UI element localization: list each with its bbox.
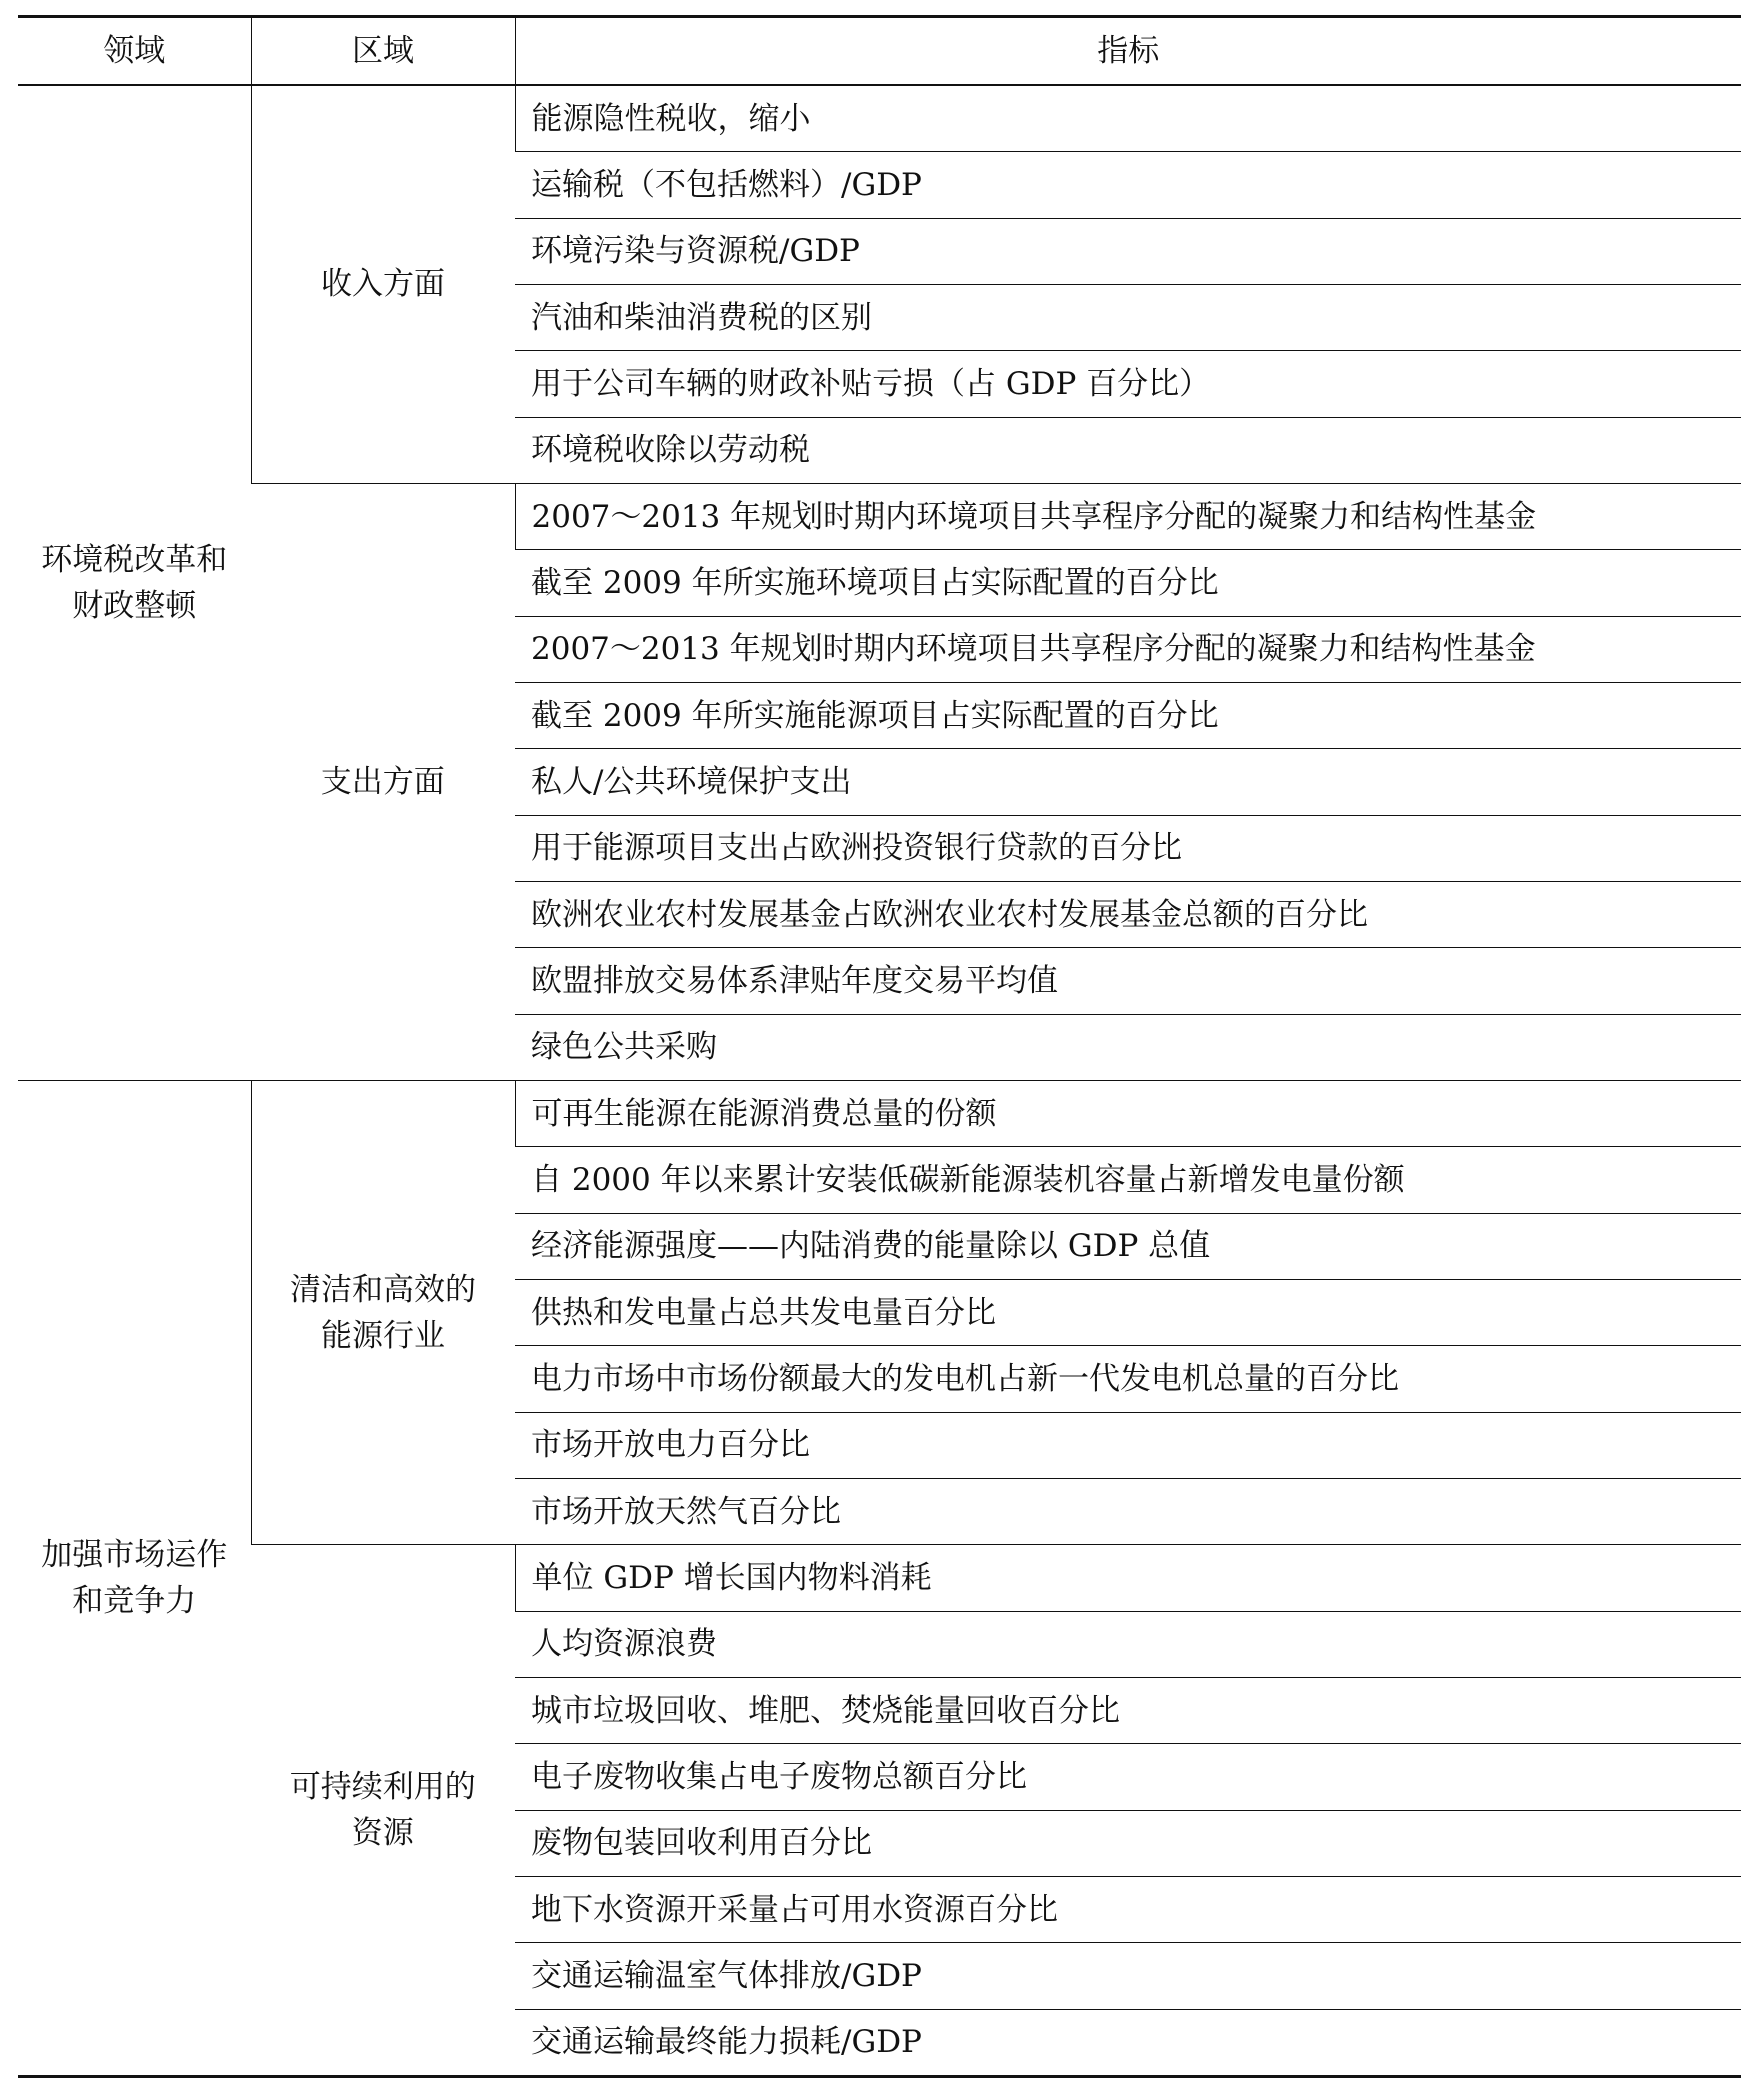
area-cell: 收入方面 — [251, 85, 515, 483]
indicator-cell: 用于能源项目支出占欧洲投资银行贷款的百分比 — [515, 815, 1741, 881]
header-domain: 领域 — [18, 17, 251, 86]
indicator-cell: 截至 2009 年所实施能源项目占实际配置的百分比 — [515, 682, 1741, 748]
indicator-cell: 经济能源强度——内陆消费的能量除以 GDP 总值 — [515, 1213, 1741, 1279]
indicator-cell: 私人/公共环境保护支出 — [515, 749, 1741, 815]
indicator-cell: 电力市场中市场份额最大的发电机占新一代发电机总量的百分比 — [515, 1346, 1741, 1412]
indicator-cell: 截至 2009 年所实施环境项目占实际配置的百分比 — [515, 550, 1741, 616]
area-cell: 清洁和高效的能源行业 — [251, 1080, 515, 1544]
indicator-cell: 电子废物收集占电子废物总额百分比 — [515, 1744, 1741, 1810]
indicator-cell: 人均资源浪费 — [515, 1611, 1741, 1677]
indicator-cell: 城市垃圾回收、堆肥、焚烧能量回收百分比 — [515, 1677, 1741, 1743]
indicator-cell: 汽油和柴油消费税的区别 — [515, 284, 1741, 350]
header-area: 区域 — [251, 17, 515, 86]
indicator-cell: 市场开放天然气百分比 — [515, 1478, 1741, 1544]
area-cell: 可持续利用的资源 — [251, 1545, 515, 2077]
table-body — [18, 85, 1741, 2077]
indicator-cell: 废物包装回收利用百分比 — [515, 1810, 1741, 1876]
indicator-cell: 单位 GDP 增长国内物料消耗 — [515, 1545, 1741, 1611]
indicator-cell: 欧洲农业农村发展基金占欧洲农业农村发展基金总额的百分比 — [515, 881, 1741, 947]
indicator-cell: 交通运输最终能力损耗/GDP — [515, 2009, 1741, 2076]
indicator-cell: 市场开放电力百分比 — [515, 1412, 1741, 1478]
indicator-cell: 2007～2013 年规划时期内环境项目共享程序分配的凝聚力和结构性基金 — [515, 483, 1741, 549]
indicator-cell: 绿色公共采购 — [515, 1014, 1741, 1080]
header-indicator: 指标 — [515, 17, 1741, 86]
indicator-table — [18, 15, 1741, 2078]
indicator-cell: 2007～2013 年规划时期内环境项目共享程序分配的凝聚力和结构性基金 — [515, 616, 1741, 682]
area-cell: 支出方面 — [251, 483, 515, 1080]
indicator-cell: 欧盟排放交易体系津贴年度交易平均值 — [515, 948, 1741, 1014]
indicator-cell: 自 2000 年以来累计安装低碳新能源装机容量占新增发电量份额 — [515, 1147, 1741, 1213]
indicator-cell: 交通运输温室气体排放/GDP — [515, 1943, 1741, 2009]
domain-cell: 加强市场运作和竞争力 — [18, 1080, 251, 2076]
domain-cell: 环境税改革和财政整顿 — [18, 85, 251, 1080]
indicator-cell: 环境污染与资源税/GDP — [515, 218, 1741, 284]
indicator-cell: 环境税收除以劳动税 — [515, 417, 1741, 483]
indicator-cell: 用于公司车辆的财政补贴亏损（占 GDP 百分比） — [515, 351, 1741, 417]
table-row — [18, 85, 1741, 152]
indicator-cell: 地下水资源开采量占可用水资源百分比 — [515, 1876, 1741, 1942]
indicator-cell: 可再生能源在能源消费总量的份额 — [515, 1080, 1741, 1146]
table-row — [18, 483, 1741, 549]
indicator-cell: 运输税（不包括燃料）/GDP — [515, 152, 1741, 218]
indicator-cell: 能源隐性税收，缩小 — [515, 85, 1741, 152]
indicator-cell: 供热和发电量占总共发电量百分比 — [515, 1279, 1741, 1345]
header-row — [18, 17, 1741, 86]
table-row — [18, 1545, 1741, 1611]
table-row — [18, 1080, 1741, 1146]
